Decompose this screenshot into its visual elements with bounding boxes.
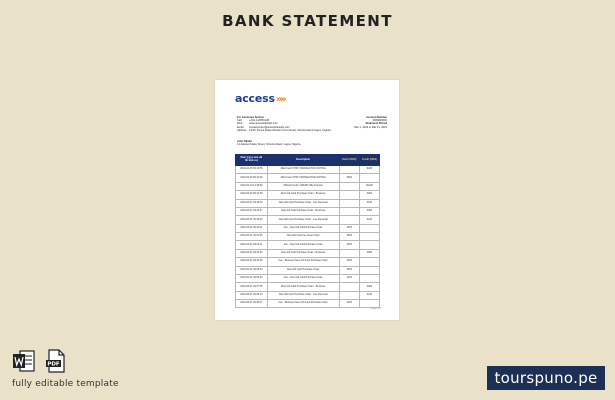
- cell-description: Fee - New Gift Card Purchase Order: [267, 241, 339, 249]
- cell-debit: 2500: [339, 174, 359, 182]
- cell-date: 2019-03-21 09:15:27: [236, 207, 268, 215]
- table-row: [236, 182, 380, 190]
- word-icon: [12, 349, 36, 373]
- cell-description: Rent Gift Card Purchase Order - Business: [267, 283, 339, 291]
- account-number: 0000000000: [372, 119, 387, 123]
- table-row: [236, 241, 380, 249]
- cell-date: 2019-03-21 09:30:07: [236, 300, 268, 308]
- holder-name: John Okafor: [237, 140, 253, 143]
- statement-period: Mar 1, 2019 to Mar 31, 2019: [354, 125, 387, 129]
- contact-key: Call: [237, 119, 242, 123]
- cell-debit: 3000: [339, 233, 359, 241]
- cell-credit: 3000: [359, 249, 379, 257]
- cell-date: 2019-03-21 09:27:55: [236, 283, 268, 291]
- table-row: [236, 283, 380, 291]
- holder-address: 14 Adeola Odeku Street, Victoria Island, Lagos, Nigeria: [237, 143, 301, 147]
- contact-key: Web: [237, 122, 243, 126]
- cell-description: New Gift Card Fee Issue Order: [267, 233, 339, 241]
- table-body: [236, 166, 380, 308]
- customer-service-block: [237, 116, 332, 132]
- table-row: [236, 224, 380, 232]
- pdf-icon: [44, 349, 68, 373]
- cell-credit: [359, 233, 379, 241]
- contact-row: [237, 129, 332, 132]
- table-row: [236, 174, 380, 182]
- format-icons: [12, 349, 72, 373]
- statement-document: [215, 80, 399, 320]
- cell-description: New Gift Card Purchase Order - Business: [267, 249, 339, 257]
- contact-value: +234-1-2805-628: [249, 119, 269, 123]
- cell-credit: 3000: [359, 191, 379, 199]
- cell-credit: 3120: [359, 216, 379, 224]
- cell-date: 2019-03-21 09:29:14: [236, 291, 268, 299]
- cell-debit: [339, 216, 359, 224]
- cell-debit: [339, 191, 359, 199]
- header-credit: Credit (NGN): [359, 155, 379, 166]
- cell-credit: 3120: [359, 291, 379, 299]
- header-debit: Debit (NGN): [339, 155, 359, 166]
- cell-description: New Gift Card Purchase Order - Fee Reversal: [267, 199, 339, 207]
- cell-date: 2019-03-21 09:15:02: [236, 199, 268, 207]
- cell-debit: 3125: [339, 258, 359, 266]
- table-header-row: [236, 155, 380, 166]
- cell-credit: [359, 274, 379, 282]
- cell-credit: [359, 224, 379, 232]
- cell-credit: [359, 258, 379, 266]
- header-date: Date (yyyy-mm-dd hh:mm:ss): [236, 155, 268, 166]
- table-row: [236, 233, 380, 241]
- footnote: fully editable template: [12, 379, 119, 389]
- cell-credit: [359, 174, 379, 182]
- cell-date: 2019-03-19 13:18:08: [236, 182, 268, 190]
- bank-logo: [235, 92, 285, 105]
- statement-period-label: Statement Period: [365, 122, 387, 126]
- cell-debit: [339, 166, 359, 174]
- contact-list: [237, 119, 332, 132]
- cell-date: 2019-03-21 09:19:26: [236, 216, 268, 224]
- table-row: [236, 207, 380, 215]
- cell-date: 2019-03-15 09:14:28: [236, 174, 268, 182]
- cell-debit: 3125: [339, 224, 359, 232]
- table-row: [236, 266, 380, 274]
- cell-debit: 3000: [339, 266, 359, 274]
- page-title: BANK STATEMENT: [222, 12, 393, 30]
- table-row: [236, 249, 380, 257]
- cell-date: 2019-03-15 09:13:56: [236, 166, 268, 174]
- cell-debit: 3125: [339, 274, 359, 282]
- page-number: Page 1/1: [370, 307, 381, 310]
- cell-credit: 3000: [359, 283, 379, 291]
- contact-value: www.accessbankplc.com: [249, 122, 278, 126]
- cell-description: Fee - New Gift Card Purchase Order: [267, 224, 339, 232]
- table-row: [236, 274, 380, 282]
- table-row: [236, 216, 380, 224]
- cell-description: Zilla Fresh VTRF TRANSACTION PAYING: [267, 166, 339, 174]
- account-holder: [237, 140, 387, 146]
- cell-description: Fee - Business New Gift Card Purchase Order: [267, 300, 339, 308]
- table-row: [236, 258, 380, 266]
- cell-description: Zilla Fresh VTRF TRANSACTION PAYING: [267, 174, 339, 182]
- account-block: [337, 116, 387, 129]
- cell-debit: [339, 283, 359, 291]
- table-row: [236, 300, 380, 308]
- table-row: [236, 291, 380, 299]
- cell-debit: [339, 199, 359, 207]
- cell-description: Official Credit / CREDIT Zilla Transfer: [267, 182, 339, 190]
- cell-description: New Gift Card Purchase Order - Fee Reversal: [267, 291, 339, 299]
- cell-date: 2019-03-21 09:21:56: [236, 233, 268, 241]
- cell-debit: 3125: [339, 300, 359, 308]
- cell-date: 2019-03-21 09:22:11: [236, 241, 268, 249]
- cell-date: 2019-03-21 09:20:11: [236, 224, 268, 232]
- contact-value: 14/15, Prince Alaba Abiodun Oniru Road, Victoria Island Lagos, Nigeria: [249, 128, 331, 132]
- cell-debit: [339, 249, 359, 257]
- cell-credit: [359, 241, 379, 249]
- contact-key: Address: [237, 128, 247, 132]
- cell-credit: 3000: [359, 207, 379, 215]
- table-row: [236, 166, 380, 174]
- cell-description: New Gift Card Purchase Order: [267, 266, 339, 274]
- header-description: Description: [267, 155, 339, 166]
- cell-description: New Gift Card Purchase Order - Business: [267, 207, 339, 215]
- cell-debit: [339, 291, 359, 299]
- transactions-table: [235, 154, 380, 308]
- contact-value: contactcenter@accessbankplc.com: [249, 125, 290, 129]
- cell-description: Fee - New Gift Card Purchase Order: [267, 274, 339, 282]
- cell-description: Fee - Business New Gift Card Purchase Order: [267, 258, 339, 266]
- table-row: [236, 199, 380, 207]
- cell-date: 2019-03-21 09:24:48: [236, 258, 268, 266]
- cell-debit: [339, 207, 359, 215]
- logo-text: access: [235, 92, 275, 105]
- cell-date: 2019-03-20 09:12:38: [236, 191, 268, 199]
- cell-credit: [359, 266, 379, 274]
- cell-description: New Gift Card Purchase Order - Fee Reversal: [267, 216, 339, 224]
- brand-badge[interactable]: tourspuno.pe: [487, 366, 605, 390]
- cell-description: Rent Gift Card Purchase Order - Business: [267, 191, 339, 199]
- customer-heading: For Customer Service: [237, 116, 264, 119]
- contact-key: Email: [237, 125, 244, 129]
- cell-credit: 29120: [359, 182, 379, 190]
- table-row: [236, 191, 380, 199]
- cell-date: 2019-03-21 09:26:42: [236, 274, 268, 282]
- pdf-label: PDF: [47, 361, 60, 368]
- cell-debit: [339, 182, 359, 190]
- cell-date: 2019-03-21 09:23:20: [236, 249, 268, 257]
- cell-credit: 3120: [359, 199, 379, 207]
- cell-date: 2019-03-21 09:25:34: [236, 266, 268, 274]
- account-number-label: Account Number: [366, 116, 387, 119]
- logo-arrows-icon: »»: [275, 94, 285, 105]
- cell-credit: 9425: [359, 166, 379, 174]
- cell-debit: 3125: [339, 241, 359, 249]
